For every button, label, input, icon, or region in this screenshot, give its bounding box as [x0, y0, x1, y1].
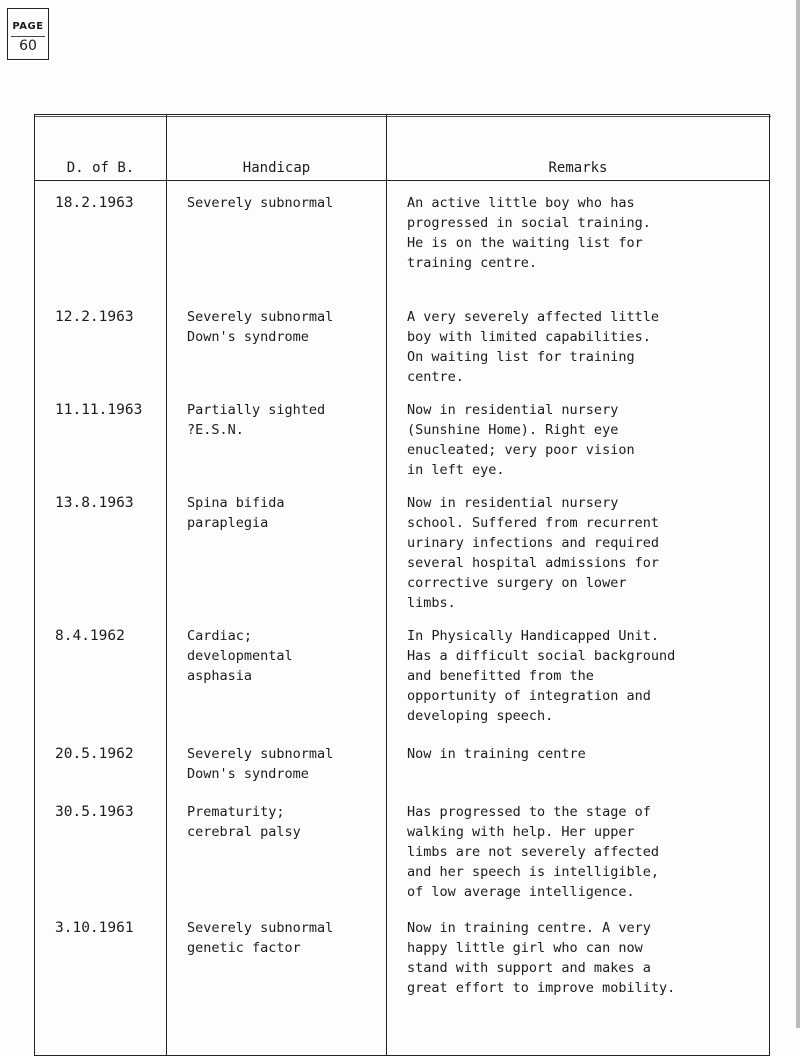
remarks-line: great effort to improve mobility.: [407, 979, 676, 996]
handicap-line: Severely subnormal: [187, 195, 334, 211]
handicap-cell: [167, 614, 387, 732]
remarks-line: and her speech is intelligible,: [407, 863, 659, 880]
handicap-cell: [167, 295, 387, 388]
remarks-line: boy with limited capabilities.: [407, 328, 651, 345]
dob-cell: 20.5.1962: [35, 732, 167, 790]
remarks-line: An active little boy who has: [407, 195, 635, 211]
remarks-line: Now in training centre. A very: [407, 919, 651, 936]
table-row: [35, 295, 770, 388]
header-handicap: Handicap: [167, 115, 387, 181]
handicap-line: paraplegia: [187, 514, 269, 531]
header-dob: D. of B.: [35, 115, 167, 181]
handicap-cell: [167, 388, 387, 481]
handicap-line: Severely subnormal: [187, 745, 334, 762]
handicap-line: developmental: [187, 647, 293, 664]
handicap-line: Prematurity;: [187, 803, 285, 820]
remarks-line: corrective surgery on lower: [407, 574, 627, 591]
dob-cell: 8.4.1962: [35, 614, 167, 732]
records-table-wrapper: [34, 114, 771, 1056]
remarks-line: progressed in social training.: [407, 215, 651, 231]
handicap-cell: [167, 790, 387, 906]
remarks-cell: [387, 614, 770, 732]
handicap-line: Severely subnormal: [187, 919, 334, 936]
dob-cell: 13.8.1963: [35, 481, 167, 614]
remarks-line: of low average intelligence.: [407, 883, 635, 900]
remarks-line: developing speech.: [407, 707, 554, 724]
remarks-cell: [387, 295, 770, 388]
remarks-line: stand with support and makes a: [407, 959, 651, 976]
scan-edge: [796, 0, 800, 1028]
handicap-line: asphasia: [187, 667, 253, 684]
remarks-line: A very severely affected little: [407, 308, 659, 325]
remarks-cell: [387, 181, 770, 295]
handicap-line: Down's syndrome: [187, 765, 309, 782]
remarks-cell: [387, 790, 770, 906]
handicap-line: Spina bifida: [187, 494, 285, 511]
remarks-cell: [387, 906, 770, 1056]
remarks-line: opportunity of integration and: [407, 687, 651, 704]
dob-cell: 11.11.1963: [35, 388, 167, 481]
remarks-line: urinary infections and required: [407, 534, 659, 551]
remarks-line: happy little girl who can now: [407, 939, 643, 956]
remarks-line: enucleated; very poor vision: [407, 441, 635, 458]
handicap-line: Partially sighted: [187, 401, 326, 418]
handicap-cell: [167, 732, 387, 790]
table-row: [35, 181, 770, 295]
remarks-line: training centre.: [407, 255, 538, 271]
handicap-line: ?E.S.N.: [187, 421, 244, 438]
handicap-line: cerebral palsy: [187, 823, 301, 840]
handicap-line: Cardiac;: [187, 627, 253, 644]
handicap-line: genetic factor: [187, 939, 301, 956]
table-row: [35, 388, 770, 481]
handicap-line: Severely subnormal: [187, 308, 334, 325]
header-remarks: Remarks: [387, 115, 770, 181]
dob-cell: 3.10.1961: [35, 906, 167, 1056]
page-number-box: [7, 8, 49, 60]
remarks-line: Now in residential nursery: [407, 494, 619, 511]
remarks-line: school. Suffered from recurrent: [407, 514, 659, 531]
table-row: [35, 906, 770, 1056]
remarks-line: Has progressed to the stage of: [407, 803, 651, 820]
handicap-cell: [167, 906, 387, 1056]
table-row: [35, 732, 770, 790]
remarks-line: Now in training centre: [407, 745, 586, 762]
dob-cell: 30.5.1963: [35, 790, 167, 906]
remarks-line: limbs.: [407, 594, 456, 611]
remarks-cell: [387, 481, 770, 614]
table-header-row: [35, 115, 770, 181]
remarks-cell: [387, 732, 770, 790]
remarks-line: several hospital admissions for: [407, 554, 659, 571]
remarks-line: walking with help. Her upper: [407, 823, 635, 840]
remarks-line: centre.: [407, 368, 464, 385]
records-table: [34, 114, 770, 1056]
remarks-line: in left eye.: [407, 461, 505, 478]
handicap-cell: [167, 481, 387, 614]
table-row: [35, 614, 770, 732]
remarks-line: In Physically Handicapped Unit.: [407, 627, 659, 644]
remarks-cell: [387, 388, 770, 481]
handicap-cell: [167, 181, 387, 295]
page-number: 60: [11, 36, 45, 55]
page-label: PAGE: [12, 21, 44, 32]
dob-cell: 18.2.1963: [35, 181, 167, 295]
remarks-line: On waiting list for training: [407, 348, 635, 365]
handicap-line: Down's syndrome: [187, 328, 309, 345]
remarks-line: and benefitted from the: [407, 667, 594, 684]
remarks-line: Has a difficult social background: [407, 647, 676, 664]
dob-cell: 12.2.1963: [35, 295, 167, 388]
remarks-line: limbs are not severely affected: [407, 843, 659, 860]
remarks-line: (Sunshine Home). Right eye: [407, 421, 619, 438]
table-row: [35, 790, 770, 906]
remarks-line: He is on the waiting list for: [407, 235, 643, 251]
remarks-line: Now in residential nursery: [407, 401, 619, 418]
table-row: [35, 481, 770, 614]
